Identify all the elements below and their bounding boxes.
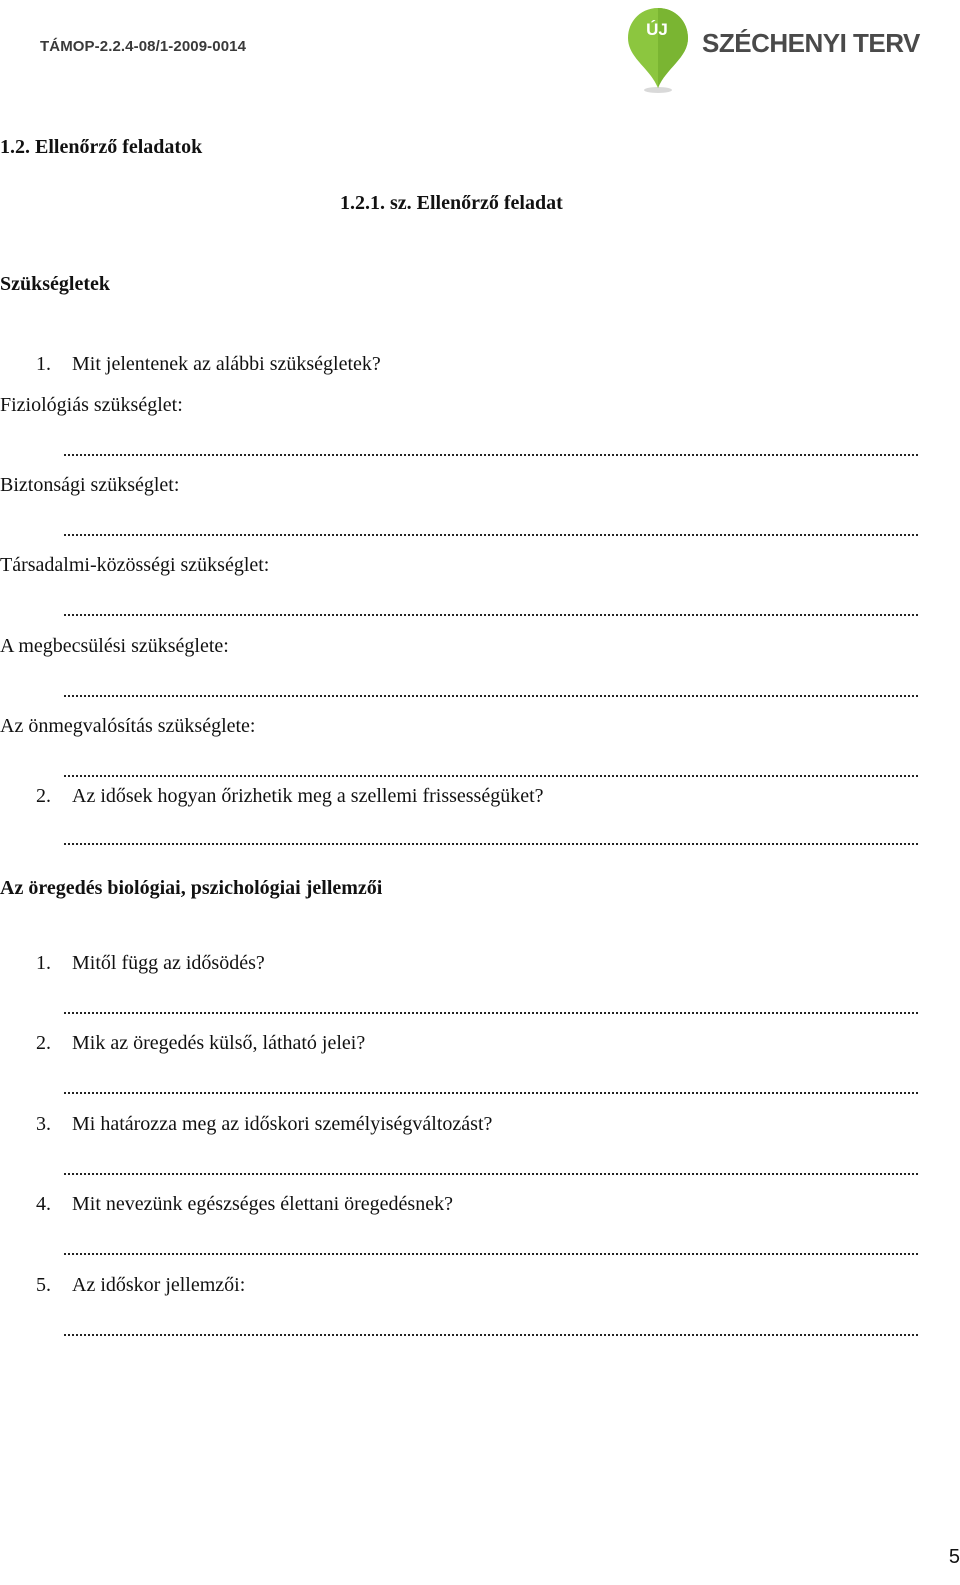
task-title: 1.2.1. sz. Ellenőrző feladat bbox=[340, 192, 563, 214]
need-label: Biztonsági szükséglet: bbox=[0, 474, 180, 496]
answer-line bbox=[64, 1171, 918, 1175]
logo-badge: ÚJ bbox=[646, 20, 668, 39]
answer-line bbox=[64, 1090, 918, 1094]
question-number: 4. bbox=[36, 1193, 51, 1215]
question-number: 3. bbox=[36, 1113, 51, 1135]
need-label: Társadalmi-közösségi szükséglet: bbox=[0, 554, 270, 576]
question-text: Mi határozza meg az időskori személyiségváltozást? bbox=[72, 1113, 493, 1135]
page-number: 5 bbox=[948, 1546, 960, 1568]
szechenyi-terv-logo bbox=[626, 6, 920, 96]
question-number: 5. bbox=[36, 1274, 51, 1296]
need-label: A megbecsülési szükséglete: bbox=[0, 635, 229, 657]
project-code: TÁMOP-2.2.4-08/1-2009-0014 bbox=[40, 38, 247, 55]
part1-heading: Szükségletek bbox=[0, 273, 110, 295]
answer-line bbox=[64, 693, 918, 697]
question-text: Mit jelentenek az alábbi szükségletek? bbox=[72, 353, 381, 375]
answer-line bbox=[64, 612, 918, 616]
answer-line bbox=[64, 532, 918, 536]
part2-heading: Az öregedés biológiai, pszichológiai jellemzői bbox=[0, 877, 383, 899]
section-title: 1.2. Ellenőrző feladatok bbox=[0, 136, 203, 158]
need-label: Az önmegvalósítás szükséglete: bbox=[0, 715, 256, 737]
question-text: Mit nevezünk egészséges élettani öregedésnek? bbox=[72, 1193, 453, 1215]
answer-line bbox=[64, 773, 918, 777]
question-text: Mitől függ az idősödés? bbox=[72, 952, 265, 974]
logo-name: SZÉCHENYI TERV bbox=[702, 28, 920, 58]
answer-line bbox=[64, 1251, 918, 1255]
question-number: 1. bbox=[36, 952, 51, 974]
question-text: Mik az öregedés külső, látható jelei? bbox=[72, 1032, 366, 1054]
question-number: 2. bbox=[36, 1032, 51, 1054]
need-label: Fiziológiás szükséglet: bbox=[0, 394, 183, 416]
question-number: 2. bbox=[36, 785, 51, 807]
answer-line bbox=[64, 841, 918, 845]
answer-line bbox=[64, 452, 918, 456]
question-text: Az idősek hogyan őrizhetik meg a szellemi frissességüket? bbox=[72, 785, 544, 807]
question-number: 1. bbox=[36, 353, 51, 375]
question-text: Az időskor jellemzői: bbox=[72, 1274, 246, 1296]
answer-line bbox=[64, 1010, 918, 1014]
answer-line bbox=[64, 1332, 918, 1336]
